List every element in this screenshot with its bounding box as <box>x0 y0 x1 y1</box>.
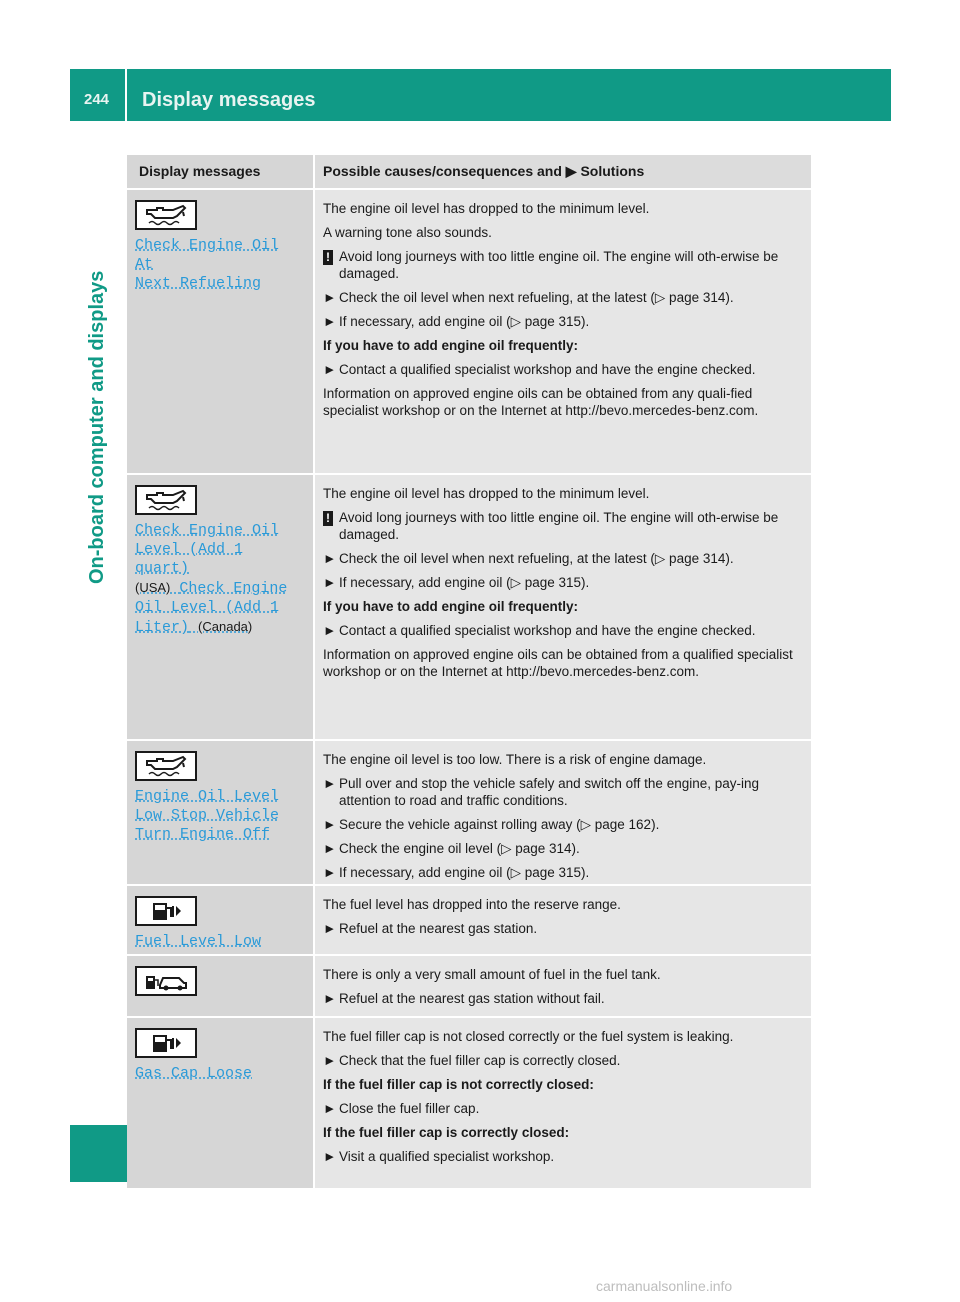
oil-can-icon <box>135 751 197 781</box>
side-chapter-marker <box>70 1125 127 1182</box>
step-arrow-icon: ► <box>323 921 337 936</box>
solution-step: ► Refuel at the nearest gas station without fail. <box>323 991 605 1006</box>
solution-cell <box>315 1018 811 1188</box>
solution-step: ► Close the fuel filler cap. <box>323 1101 480 1116</box>
solution-step: ► If necessary, add engine oil (▷ page 315). <box>323 575 590 590</box>
step-arrow-icon: ► <box>323 841 337 856</box>
step-arrow-icon: ► <box>323 551 337 566</box>
solution-step: ► Secure the vehicle against rolling away (▷ page 162). <box>323 817 660 832</box>
message-text: Check Engine Oil <box>135 522 280 539</box>
cause-text: The fuel filler cap is not closed correctly or the fuel system is leaking. <box>323 1029 734 1044</box>
message-text: Low Stop Vehicle <box>135 807 280 824</box>
step-arrow-icon: ► <box>323 362 337 377</box>
cause-text: The fuel level has dropped into the reserve range. <box>323 897 621 912</box>
solution-cell <box>315 741 811 884</box>
solution-step: ► Check the oil level when next refueling, at the latest (▷ page 314). <box>323 551 734 566</box>
warning-icon: ! <box>323 511 333 526</box>
info-text: Information on approved engine oils can be obtained from a qualified specialist workshop or on the Internet at http://bevo.mercedes-benz.com. <box>323 647 793 679</box>
watermark: carmanualsonline.info <box>596 1278 733 1294</box>
message-text: Check Engine <box>179 580 288 597</box>
solution-cell <box>315 956 811 1016</box>
sub-heading: If the fuel filler cap is correctly closed: <box>323 1125 570 1140</box>
sub-heading: If you have to add engine oil frequently: <box>323 338 579 353</box>
solution-step: ► Check the engine oil level (▷ page 314). <box>323 841 580 856</box>
solution-cell <box>315 190 811 473</box>
table-header-row <box>127 155 811 190</box>
fuel-car-icon <box>135 966 197 996</box>
warning-icon: ! <box>323 250 333 265</box>
step-arrow-icon: ► <box>323 1101 337 1116</box>
table-row <box>127 1018 811 1188</box>
solution-step: ► Check the oil level when next refueling, at the latest (▷ page 314). <box>323 290 734 305</box>
solution-cell <box>315 475 811 739</box>
message-text: Next Refueling <box>135 275 262 292</box>
message-text: Engine Oil Level <box>135 788 280 805</box>
table-row <box>127 956 811 1018</box>
message-cell <box>127 956 315 1016</box>
table-row <box>127 886 811 956</box>
solution-step: ► Check that the fuel filler cap is correctly closed. <box>323 1053 621 1068</box>
region-note: (Canada) <box>198 619 253 634</box>
fuel-pump-icon <box>135 1028 197 1058</box>
solution-step: ► If necessary, add engine oil (▷ page 315). <box>323 865 590 880</box>
page-title: Display messages <box>142 89 316 111</box>
step-arrow-icon: ► <box>323 776 337 791</box>
header-display-messages: Display messages <box>127 155 315 188</box>
oil-can-icon <box>135 200 197 230</box>
step-arrow-icon: ► <box>323 991 337 1006</box>
warning-note: ! Avoid long journeys with too little engine oil. The engine will oth-erwise be damaged. <box>323 509 803 543</box>
solution-step: ► Contact a qualified specialist workshop and have the engine checked. <box>323 623 756 638</box>
fuel-pump-icon <box>135 896 197 926</box>
display-messages-table <box>127 155 811 1188</box>
message-text: Turn Engine Off <box>135 826 271 843</box>
sub-heading: If you have to add engine oil frequently: <box>323 599 579 614</box>
message-cell <box>127 475 315 739</box>
table-row <box>127 190 811 475</box>
message-text: Level (Add 1 quart) <box>135 541 244 577</box>
cause-text: A warning tone also sounds. <box>323 225 492 240</box>
message-cell <box>127 741 315 884</box>
message-text: Fuel Level Low <box>135 933 262 950</box>
cause-text: There is only a very small amount of fuel in the fuel tank. <box>323 967 661 982</box>
step-arrow-icon: ► <box>323 290 337 305</box>
step-arrow-icon: ► <box>323 314 337 329</box>
message-cell <box>127 1018 315 1188</box>
step-arrow-icon: ► <box>323 575 337 590</box>
cause-text: The engine oil level has dropped to the minimum level. <box>323 486 650 501</box>
solution-step: ► Contact a qualified specialist workshop and have the engine checked. <box>323 362 756 377</box>
step-arrow-icon: ► <box>323 1053 337 1068</box>
step-arrow-icon: ► <box>323 865 337 880</box>
step-arrow-icon: ► <box>323 1149 337 1164</box>
info-text: Information on approved engine oils can be obtained from any quali-fied specialist workshop or on the Internet at http://bevo.mercedes-benz.com. <box>323 386 759 418</box>
table-row <box>127 741 811 886</box>
message-text: Check Engine Oil At <box>135 237 280 273</box>
header-causes-text: Possible causes/consequences and <box>323 163 562 179</box>
step-arrow-icon: ► <box>323 623 337 638</box>
message-text: Liter) <box>135 619 190 636</box>
table-row <box>127 475 811 741</box>
message-text: Gas Cap Loose <box>135 1065 253 1082</box>
solutions-arrow-icon: ▶ <box>565 163 577 179</box>
solution-step: ► If necessary, add engine oil (▷ page 315). <box>323 314 590 329</box>
message-cell <box>127 886 315 954</box>
header-causes-solutions <box>315 155 811 188</box>
side-chapter-label: On-board computer and displays <box>86 270 108 584</box>
header-band <box>70 69 891 121</box>
oil-can-icon <box>135 485 197 515</box>
solution-step: ► Refuel at the nearest gas station. <box>323 921 538 936</box>
sub-heading: If the fuel filler cap is not correctly closed: <box>323 1077 594 1092</box>
solution-step: ► Visit a qualified specialist workshop. <box>323 1149 555 1164</box>
warning-note: ! Avoid long journeys with too little engine oil. The engine will oth-erwise be damaged. <box>323 248 803 282</box>
header-solutions-text: Solutions <box>580 163 645 179</box>
step-arrow-icon: ► <box>323 817 337 832</box>
solution-step: ► Pull over and stop the vehicle safely and switch off the engine, pay-ing attention to road and traffic conditions. <box>323 776 760 808</box>
message-cell <box>127 190 315 473</box>
cause-text: The engine oil level is too low. There is a risk of engine damage. <box>323 752 707 767</box>
cause-text: The engine oil level has dropped to the minimum level. <box>323 201 650 216</box>
message-text: Oil Level (Add 1 <box>135 599 280 616</box>
solution-cell <box>315 886 811 954</box>
region-note: (USA) <box>135 580 171 595</box>
page-number: 244 <box>84 91 110 108</box>
